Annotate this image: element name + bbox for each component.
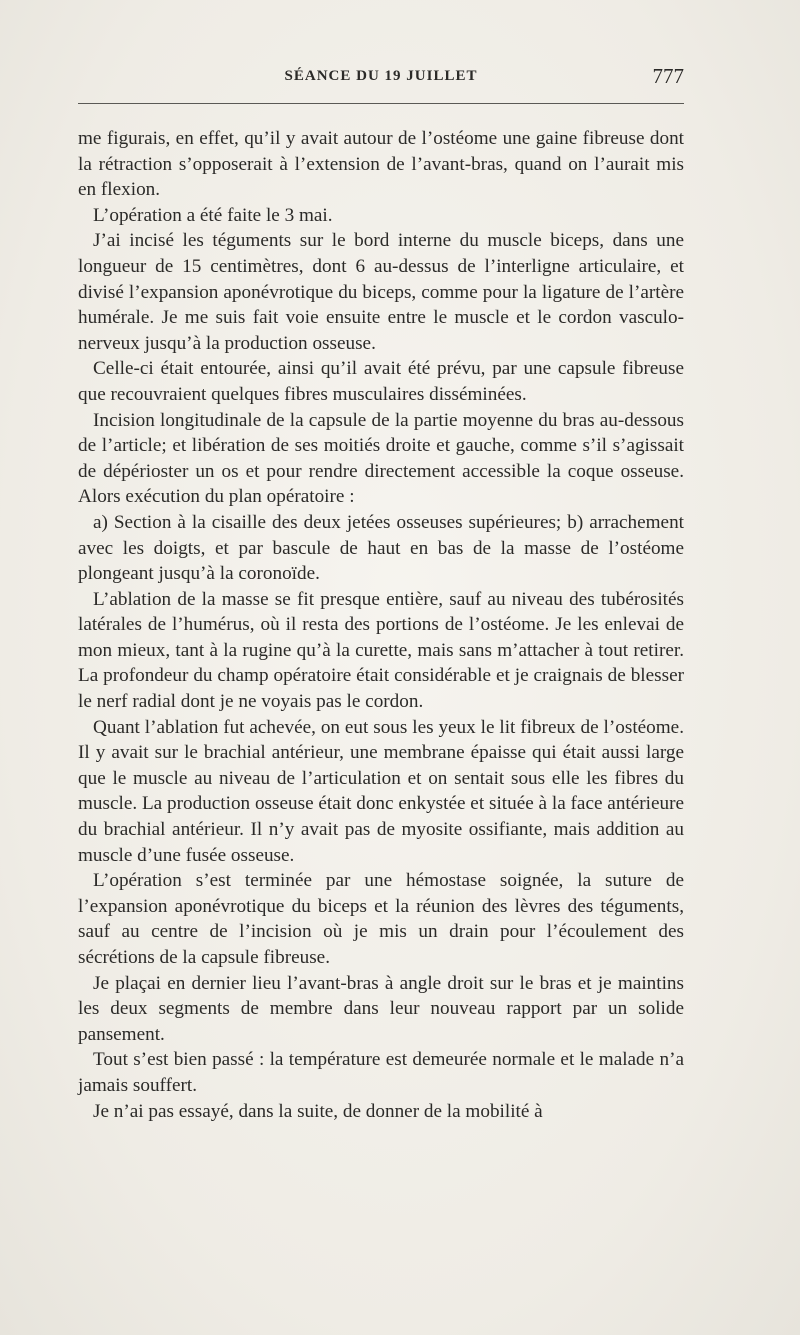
paragraph-5: Incision longitudinale de la capsule de la partie moyenne du bras au-dessous de l’article; et libération de ses moitiés droite et gauche, comme s’il s’agissait de dépérioster un os et pour rendre directement accessible la coque osseuse. Alors exécution du plan opératoire : xyxy=(78,409,684,508)
paragraph-10: Je plaçai en dernier lieu l’avant-bras à angle droit sur le bras et je maintins les deux segments de membre dans leur nouveau rapport par un solide pansement. xyxy=(78,972,684,1045)
running-title: SÉANCE DU 19 JUILLET xyxy=(284,68,478,84)
paragraph-2: L’opération a été faite le 3 mai. xyxy=(93,204,333,226)
paragraph-4: Celle-ci était entourée, ainsi qu’il avait été prévu, par une capsule fibreuse que recouvraient quelques fibres musculaires disséminées. xyxy=(78,358,684,405)
paragraph-11: Tout s’est bien passé : la température est demeurée normale et le malade n’a jamais souffert. xyxy=(78,1049,684,1096)
page-header xyxy=(78,62,684,92)
paragraph-3: J’ai incisé les téguments sur le bord interne du muscle biceps, dans une longueur de 15 centimètres, dont 6 au-dessus de l’interligne articulaire, et divisé l’expansion aponévrotique du biceps, comme pour la ligature de l’artère humérale. Je me suis fait voie ensuite entre le muscle et le cordon vasculo-nerveux jusqu’à la production osseuse. xyxy=(78,230,684,354)
page-number: 777 xyxy=(652,64,684,88)
paragraph-9: L’opération s’est terminée par une hémostase soignée, la suture de l’expansion aponévrotique du biceps et la réunion des lèvres des téguments, sauf au centre de l’incision où je mis un drain pour l’écoulement des sécrétions de la capsule fibreuse. xyxy=(78,870,684,968)
paragraph-1: me figurais, en effet, qu’il y avait autour de l’ostéome une gaine fibreuse dont la rétraction s’opposerait à l’extension de l’avant-bras, quand on l’aurait mis en flexion. xyxy=(78,128,684,201)
paragraph-6: a) Section à la cisaille des deux jetées osseuses supérieures; b) arrachement avec les doigts, et par bascule de haut en bas de la masse de l’ostéome plongeant jusqu’à la coronoïde. xyxy=(78,511,684,585)
paragraph-12: Je n’ai pas essayé, dans la suite, de donner de la mobilité à xyxy=(93,1100,543,1122)
paragraph-8: Quant l’ablation fut achevée, on eut sous les yeux le lit fibreux de l’ostéome. Il y avait sur le brachial antérieur, une membrane épaisse qui était aussi large que le muscle au niveau de l’articulation et on sentait sous elle les fibres du muscle. La production osseuse était donc enkystée et située à la face antérieure du brachial antérieur. Il n’y avait pas de myosite ossifiante, mais addition au muscle d’une fusée osseuse. xyxy=(78,716,684,866)
body-text xyxy=(78,126,684,1124)
paragraph-7: L’ablation de la masse se fit presque entière, sauf au niveau des tubérosités latérales de l’humérus, où il resta des portions de l’ostéome. Je les enlevai de mon mieux, tant à la rugine qu’à la curette, mais sans m’attacher à tout retirer. La profondeur du champ opératoire était considérable et je craignais de blesser le nerf radial dont je ne voyais pas le cordon. xyxy=(78,588,684,713)
header-rule xyxy=(78,103,684,104)
